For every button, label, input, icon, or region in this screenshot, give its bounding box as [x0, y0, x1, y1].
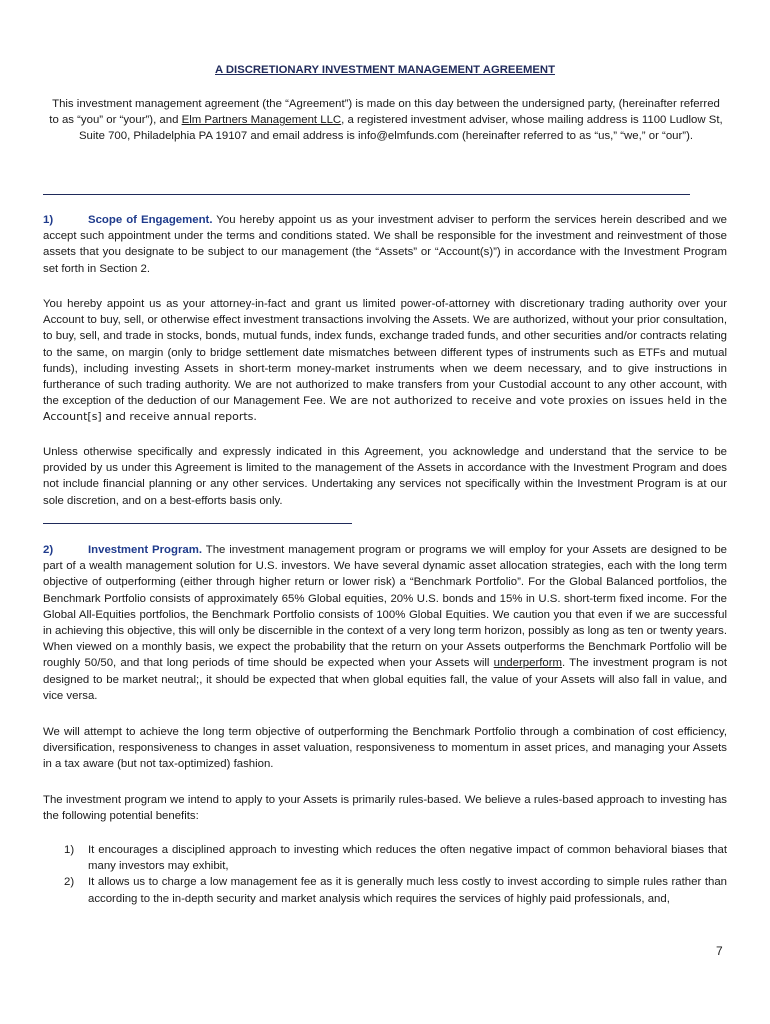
list-item: [64, 842, 727, 874]
list-item-number: 1): [64, 844, 75, 856]
intro-text-2: , a registered investment adviser, whose mailing address is 1100 Ludlow St, Suite 700, Philadelphia PA 19107 and email address is info@elmfunds.com (hereinafter referred to as “us,” “we,” or “our”).: [78, 114, 723, 143]
section2-text1b: . The investment program is not designed to be market neutral;, it should be expected that when global equities fall, the value of your Assets will also fall in value, and vice versa.: [43, 657, 727, 702]
section2-paragraph3: [43, 792, 727, 824]
section2-text3: The investment program we intend to apply to your Assets is primarily rules-based. We believe a rules-based approach to investing has the following potential benefits:: [43, 794, 727, 823]
list-item-text: It encourages a disciplined approach to investing which reduces the often negative impact of common behavioral biases that many investors may exhibit,: [88, 844, 727, 873]
list-item: [64, 874, 727, 906]
section2-text2: We will attempt to achieve the long term objective of outperforming the Benchmark Portfolio through a combination of cost efficiency, diversification, responsiveness to changes in asset valuation, responsiveness to momentum in asset prices, and managing your Assets in a tax aware (but not tax-optimized) fashion.: [43, 726, 727, 771]
section-divider-rule: [43, 523, 352, 524]
list-item-text: It allows us to charge a low management fee as it is generally much less costly to invest according to simple rules rather than according to the in-depth security and market analysis which requires the services of highly paid professionals, and,: [88, 876, 727, 905]
section1-heading: Scope of Engagement.: [88, 214, 213, 226]
section1-paragraph2: [43, 296, 727, 426]
section1-paragraph1: [43, 212, 727, 277]
section1-text1: You hereby appoint us as your investment adviser to perform the services herein described and we accept such appointment under the terms and conditions stated. We shall be responsible for the investment and reinvestment of those assets that you designate to be subject to our management (the “Assets” or “Account(s)”) in accordance with the Investment Program set forth in Section 2.: [43, 214, 727, 275]
section1-text2b: We are not authorized to receive and vote proxies on issues held in the Account[s] and receive annual reports.: [43, 394, 727, 424]
section2-paragraph1: [43, 542, 727, 704]
section2-text1a: The investment management program or programs we will employ for your Assets are designed to be part of a wealth management solution for U.S. investors. We have several dynamic asset allocation strategies, each with the long term objective of outperforming (either through higher return or lower risk) a “Benchmark Portfolio”. For the Global Balanced portfolios, the Benchmark Portfolio consists of approximately 65% Global equities, 20% U.S. bonds and 15% in U.S. short-term fixed income. For the Global All-Equities portfolios, the Benchmark Portfolio consists of 100% Global Equities. We caution you that even if we are successful in achieving this objective, this will only be discernible in the context of a very long term horizon, possibly as long as ten or twenty years. When viewed on a monthly basis, we expect the probability that the return on your Assets outperforms the Benchmark Portfolio will be roughly 50/50, and that long periods of time should be expected when your Assets will: [43, 544, 727, 670]
section1-paragraph3: [43, 444, 727, 509]
divider-rule: [43, 194, 690, 195]
company-name: Elm Partners Management LLC: [181, 114, 342, 127]
section1-text3: Unless otherwise specifically and expressly indicated in this Agreement, you acknowledge and understand that the service to be provided by us under this Agreement is limited to the management of the Assets in accordance with the Investment Program and does not include financial planning or any other services. Undertaking any services not specifically within the Investment Program is at our sole discretion, and on a best-efforts basis only.: [43, 446, 727, 507]
document-title: A DISCRETIONARY INVESTMENT MANAGEMENT AGREEMENT: [215, 64, 555, 76]
section1-text2a: You hereby appoint us as your attorney-in-fact and grant us limited power-of-attorney with discretionary trading authority over your Account to buy, sell, or otherwise effect investment transactions involving the Assets. We are authorized, without your prior consultation, to buy, sell, and trade in stocks, bonds, mutual funds, index funds, exchange traded funds, and other securities and/or contracts relating to the same, on margin (only to bridge settlement date mismatches between different types of instruments such as ETFs and mutual funds), including investing Assets in short-term money-market instruments when we deem necessary, and to give instructions in furtherance of such trading authority. We are not authorized to make transfers from your Custodial account to any other account, with the exception of the deduction of our Management Fee.: [43, 298, 727, 408]
section2-number: 2): [43, 544, 54, 556]
section2-paragraph2: [43, 724, 727, 773]
intro-paragraph: [48, 96, 724, 145]
intro-text-1: This investment management agreement (the “Agreement”) is made on this day between the undersigned party, (hereinafter referred to as “you” or “your”), and: [49, 98, 720, 127]
section1-number: 1): [43, 214, 54, 226]
benefits-list: [64, 842, 727, 907]
underperform-text: underperform: [493, 657, 563, 670]
page-number: 7: [716, 944, 723, 958]
list-item-number: 2): [64, 876, 75, 889]
section2-heading: Investment Program.: [88, 544, 203, 556]
